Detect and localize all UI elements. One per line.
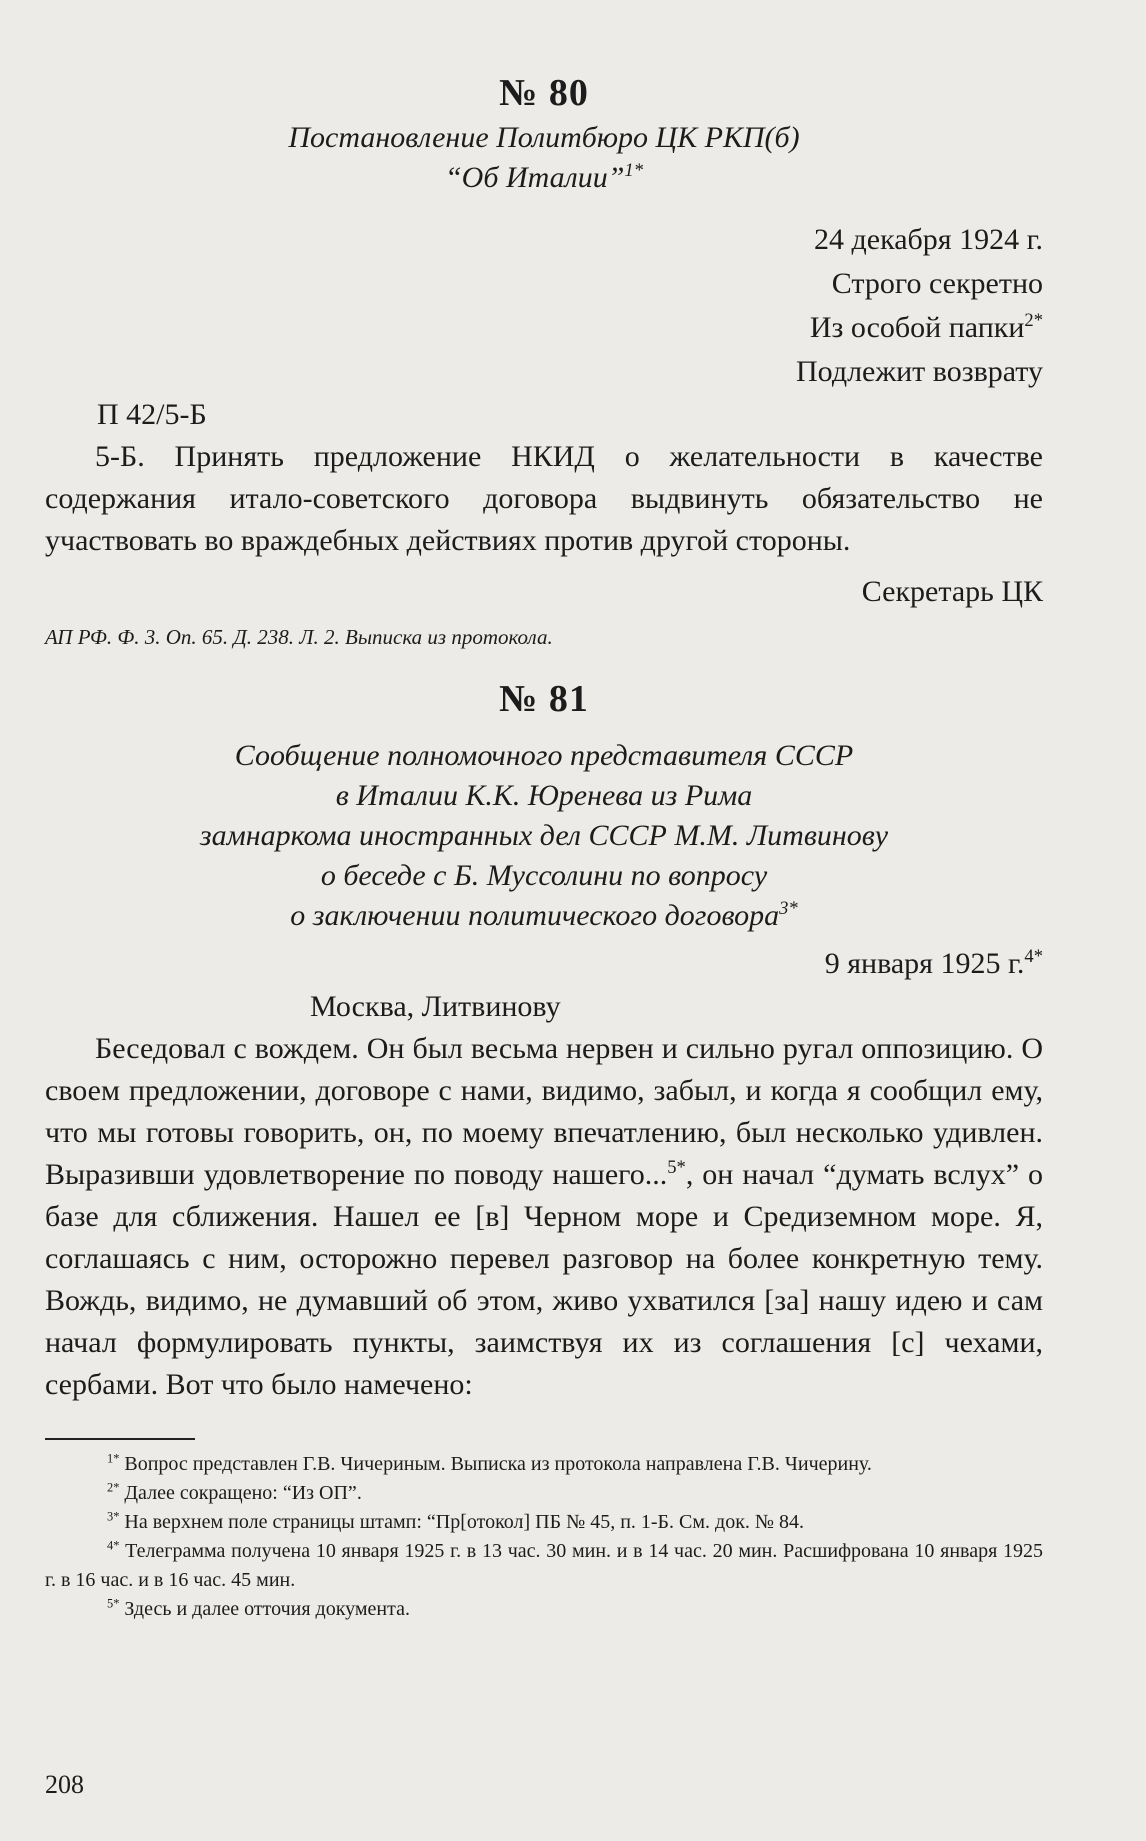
page-content [45,70,1043,1810]
signature: Секретарь ЦК [861,575,1043,608]
page-number: 208 [45,1770,84,1799]
footnote-ref: 2* [1024,310,1043,331]
message-text: Беседовал с вождем. Он был весьма нервен и сильно ругал оппозицию. О своем предложении, договоре с нами, видимо, забыл, и когда я сообщил ему, что мы готовы говорить, он, по моему впечатлению, был несколько удивлен. Выразивши удовлетворение по поводу нашего... [45,1032,1043,1191]
footnote [45,1479,1043,1508]
document-number: № 81 [499,678,589,720]
message-body [45,1028,1043,1406]
footnote-text: На верхнем поле страницы штамп: “Пр[отокол] ПБ № 45, п. 1-Б. См. док. № 84. [119,1511,805,1533]
footnote-mark: 4* [107,1538,120,1553]
folder-note [45,306,1043,350]
footnote-text: Далее сокращено: “Из ОП”. [119,1482,362,1504]
archive-reference: АП РФ. Ф. 3. Оп. 65. Д. 238. Л. 2. Выписка из протокола. [45,625,553,649]
document-title-line: о беседе с Б. Муссолини по вопросу [320,859,768,892]
document-title-line: Сообщение полномочного представителя СССР [234,739,854,772]
date-text: 9 января 1925 г. [824,947,1025,980]
footnote-text: Вопрос представлен Г.В. Чичериным. Выписка из протокола направлена Г.В. Чичерину. [119,1453,872,1475]
document-title-line [45,158,1043,198]
footnote-text: Здесь и далее отточия документа. [119,1598,410,1620]
document-title-line [45,896,1043,936]
document-title-line: замнаркома иностранных дел СССР М.М. Литвинову [199,819,889,852]
protocol-reference: П 42/5-Б [97,398,207,431]
document-80 [45,70,1043,652]
message-text: , он начал “думать вслух” о базе для сближения. Нашел ее [в] Черном море и Средиземном море. Я, соглашаясь с ним, осторожно перевел разговор на более конкретную тему. Вождь, видимо, не думавший об этом, живо ухватился [за] нашу идею и сам начал формулировать пункты, заимствуя их из соглашения [с] чехами, сербами. Вот что было намечено: [45,1158,1043,1401]
footnote-text: Телеграмма получена 10 января 1925 г. в 13 час. 30 мин. и в 14 час. 20 мин. Расшифрована 10 января 1925 г. в 16 час. и в 16 час. 45 мин. [45,1540,1043,1591]
document-81 [45,676,1043,1406]
decision-text: 5-Б. Принять предложение НКИД о желательности в качестве содержания итало-советского договора выдвинуть обязательство не участвовать во враждебных действиях против другой стороны. [45,440,1043,557]
footnote-ref: 5* [667,1157,686,1178]
footnote-mark: 2* [107,1480,120,1495]
footnote-ref: 4* [1024,946,1043,967]
footnote-mark: 5* [107,1596,120,1611]
footnote-divider [45,1438,195,1440]
document-date [45,942,1043,986]
document-title-text: о заключении политического договора [290,899,780,932]
footnote-ref: 3* [779,898,798,919]
document-title-text: “Об Италии” [445,161,625,194]
document-number: № 80 [499,72,589,114]
classification-stamp: Строго секретно [831,267,1043,300]
footnote [45,1595,1043,1624]
document-date: 24 декабря 1924 г. [814,223,1043,256]
footnote [45,1508,1043,1537]
document-title-line: в Италии К.К. Юренева из Рима [335,779,753,812]
return-note: Подлежит возврату [796,355,1043,388]
document-title-line: Постановление Политбюро ЦК РКП(б) [288,121,800,154]
folder-text: Из особой папки [809,311,1025,344]
addressee: Москва, Литвинову [310,990,561,1023]
footnote [45,1537,1043,1595]
footnote-mark: 1* [107,1451,120,1466]
footnote-mark: 3* [107,1509,120,1524]
footnote [45,1450,1043,1479]
footnotes [45,1450,1043,1624]
footnote-ref: 1* [624,160,643,181]
